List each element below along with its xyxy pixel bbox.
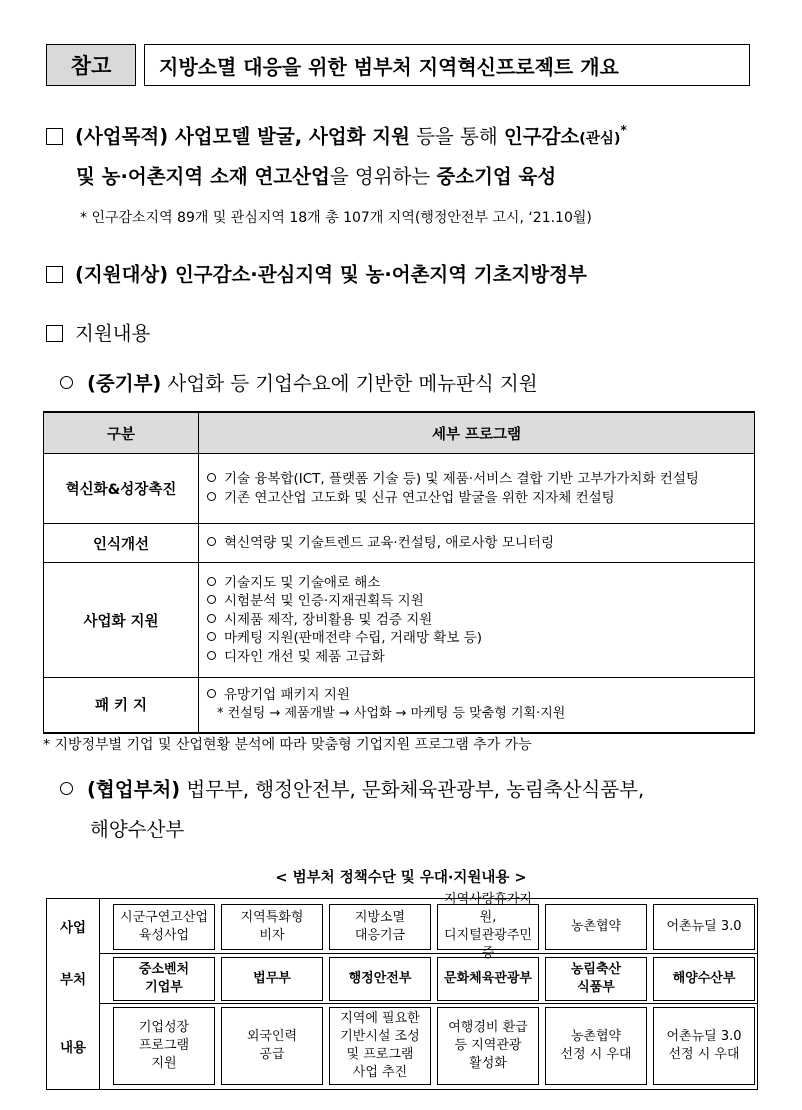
grid-cell-ministry <box>113 957 215 1001</box>
list-item <box>207 489 746 508</box>
grid-cell-content <box>221 1007 323 1085</box>
grid-cell-text: 어촌뉴딜 3.0 선정 시 우대 <box>666 1029 742 1062</box>
row-label: 내용 <box>47 1003 99 1089</box>
purpose-line2-text: 을 영위하는 <box>329 165 437 188</box>
item-text: 기술 융복합(ICT, 플랫폼 기술 등) 및 제품·서비스 결합 기반 고부가가치화 컨설팅 <box>224 471 699 487</box>
circle-bullet-icon <box>207 689 216 698</box>
grid-cell-text: 어촌뉴딜 3.0 <box>666 919 742 934</box>
coop-text: 법무부, 행정안전부, 문화체육관광부, 농림축산식품부, <box>180 778 645 801</box>
row-label: 사업 <box>47 899 99 953</box>
purpose-small: (관심) <box>579 131 621 147</box>
grid-cell-business <box>113 904 215 950</box>
coop-label: (협업부처) <box>87 778 181 801</box>
purpose-key-text: (사업목적) 사업모델 발굴, 사업화 지원 <box>75 125 410 148</box>
table-row <box>44 678 755 733</box>
list-item <box>207 470 746 489</box>
table-note: * 지방정부별 기업 및 산업현황 분석에 따라 맞춤형 기업지원 프로그램 추가 가능 <box>43 737 532 753</box>
page-title: 지방소멸 대응을 위한 범부처 지역혁신프로젝트 개요 <box>144 44 750 86</box>
purpose-note: * 인구감소지역 89개 및 관심지역 18개 총 107개 지역(행정안전부 고시, ‘21.10월) <box>80 210 592 226</box>
content-heading <box>46 318 150 346</box>
coop-line-2: 해양수산부 <box>90 818 185 841</box>
grid-cell-content <box>545 1007 647 1085</box>
grid-cell-text: 농림축산 식품부 <box>570 962 622 995</box>
table-row <box>44 454 755 524</box>
grid-cell-text: 문화체육관광부 <box>444 971 532 986</box>
reference-tag: 참고 <box>46 44 136 86</box>
row-details <box>199 524 755 563</box>
grid-cell-business <box>653 904 755 950</box>
row-category: 혁신화&성장촉진 <box>44 454 199 524</box>
title-row <box>46 44 750 86</box>
purpose-line-2 <box>76 161 556 189</box>
list-item <box>207 534 746 553</box>
divider <box>99 899 100 1089</box>
program-table <box>43 411 755 734</box>
grid-cell-text: 지역특화형 비자 <box>240 910 304 943</box>
table-header-row <box>44 412 755 454</box>
grid-cell-content <box>653 1007 755 1085</box>
content-heading-text: 지원내용 <box>75 322 151 345</box>
grid-cell-content <box>113 1007 215 1085</box>
target-line <box>46 259 587 287</box>
row-details <box>199 454 755 524</box>
grid-cell-ministry <box>221 957 323 1001</box>
row-category: 패 키 지 <box>44 678 199 733</box>
table-row <box>44 524 755 563</box>
list-item <box>207 629 746 648</box>
grid-cell-business <box>437 892 539 961</box>
row-category: 사업화 지원 <box>44 563 199 678</box>
divider <box>47 953 757 954</box>
table-row <box>44 563 755 678</box>
checkbox-square-icon <box>46 128 63 145</box>
checkbox-square-icon <box>46 266 63 283</box>
policy-grid <box>46 892 758 1090</box>
grid-cell-text: 기업성장 프로그램 지원 <box>138 1020 190 1071</box>
grid-cell-business <box>545 904 647 950</box>
item-text: 시제품 제작, 장비활용 및 검증 지원 <box>224 611 433 628</box>
grid-cell-content <box>437 1007 539 1085</box>
circle-bullet-icon <box>207 632 216 641</box>
grid-cell-text: 여행경비 환급 등 지역관광 활성화 <box>448 1020 528 1071</box>
list-item <box>207 574 746 593</box>
grid-cell-text: 법무부 <box>253 971 291 986</box>
list-item <box>207 648 746 667</box>
item-text: 혁신역량 및 기술트렌드 교육·컨설팅, 애로사항 모니터링 <box>224 534 554 551</box>
row-details <box>199 678 755 733</box>
grid-cell-business <box>221 904 323 950</box>
item-text: 유망기업 패키지 지원 <box>224 687 350 704</box>
grid-cell-text: 중소벤처 기업부 <box>138 962 190 995</box>
purpose-line-1 <box>46 121 627 149</box>
grid-cell-text: 행정안전부 <box>348 971 412 986</box>
circle-bullet-icon <box>207 577 216 586</box>
grid-cell-text: 해양수산부 <box>672 971 736 986</box>
grid-cell-text: 농촌협약 <box>570 919 622 934</box>
item-text: 기술지도 및 기술애로 해소 <box>224 574 381 591</box>
item-text: 시험분석 및 인증·지재권획득 지원 <box>224 593 424 610</box>
grid-cell-ministry <box>545 957 647 1001</box>
purpose-highlight: 인구감소 <box>503 125 580 148</box>
grid-cell-text: 지방소멸 대응기금 <box>354 910 406 943</box>
row-category: 인식개선 <box>44 524 199 563</box>
grid-cell-text: 지역에 필요한 기반시설 조성 및 프로그램 사업 추진 <box>340 1011 420 1080</box>
list-item <box>207 611 746 630</box>
circle-bullet-icon <box>60 376 73 389</box>
mss-text: 사업화 등 기업수요에 기반한 메뉴판식 지원 <box>161 372 538 395</box>
circle-bullet-icon <box>207 537 216 546</box>
coop-line-1 <box>60 774 644 802</box>
circle-bullet-icon <box>207 595 216 604</box>
column-header: 구분 <box>44 412 199 454</box>
list-item <box>207 592 746 611</box>
grid-cell-text: 시군구연고산업 육성사업 <box>120 910 208 943</box>
item-text: 기존 연고산업 고도화 및 신규 연고산업 발굴을 위한 지자체 컨설팅 <box>224 489 615 506</box>
grid-cell-ministry <box>329 957 431 1001</box>
circle-bullet-icon <box>207 473 216 482</box>
circle-bullet-icon <box>207 614 216 623</box>
grid-cell-content <box>329 1007 431 1085</box>
item-text: 마케팅 지원(판매전략 수립, 거래망 확보 등) <box>224 630 482 647</box>
grid-cell-ministry <box>653 957 755 1001</box>
grid-cell-ministry <box>437 957 539 1001</box>
list-item <box>207 686 746 705</box>
divider <box>47 1003 757 1004</box>
grid-cell-text: 농촌협약 선정 시 우대 <box>560 1029 632 1062</box>
item-text: 디자인 개선 및 제품 고급화 <box>224 648 385 665</box>
purpose-line2-bold: 및 농·어촌지역 소재 연고산업 <box>76 165 330 188</box>
row-details <box>199 563 755 678</box>
checkbox-square-icon <box>46 325 63 342</box>
mss-line <box>60 368 538 396</box>
circle-bullet-icon <box>207 492 216 501</box>
target-text: (지원대상) 인구감소·관심지역 및 농·어촌지역 기초지방정부 <box>75 263 587 286</box>
column-header: 세부 프로그램 <box>199 412 755 454</box>
purpose-line2-highlight: 중소기업 육성 <box>436 165 557 188</box>
circle-bullet-icon <box>207 651 216 660</box>
policy-grid-title: < 범부처 정책수단 및 우대·지원내용 > <box>275 870 527 886</box>
grid-cell-text: 외국인력 공급 <box>246 1029 298 1062</box>
grid-cell-business <box>329 904 431 950</box>
row-label: 부처 <box>47 953 99 1003</box>
mss-label: (중기부) <box>87 372 162 395</box>
circle-bullet-icon <box>60 782 73 795</box>
purpose-text: 등을 통해 <box>409 125 504 148</box>
grid-cell-text: 지역사랑휴가지원, 디지털관광주민증 <box>444 892 532 961</box>
package-subnote: * 컨설팅 → 제품개발 → 사업화 → 마케팅 등 맞춤형 기획·지원 <box>217 705 566 721</box>
purpose-footnote-mark: * <box>620 123 627 137</box>
